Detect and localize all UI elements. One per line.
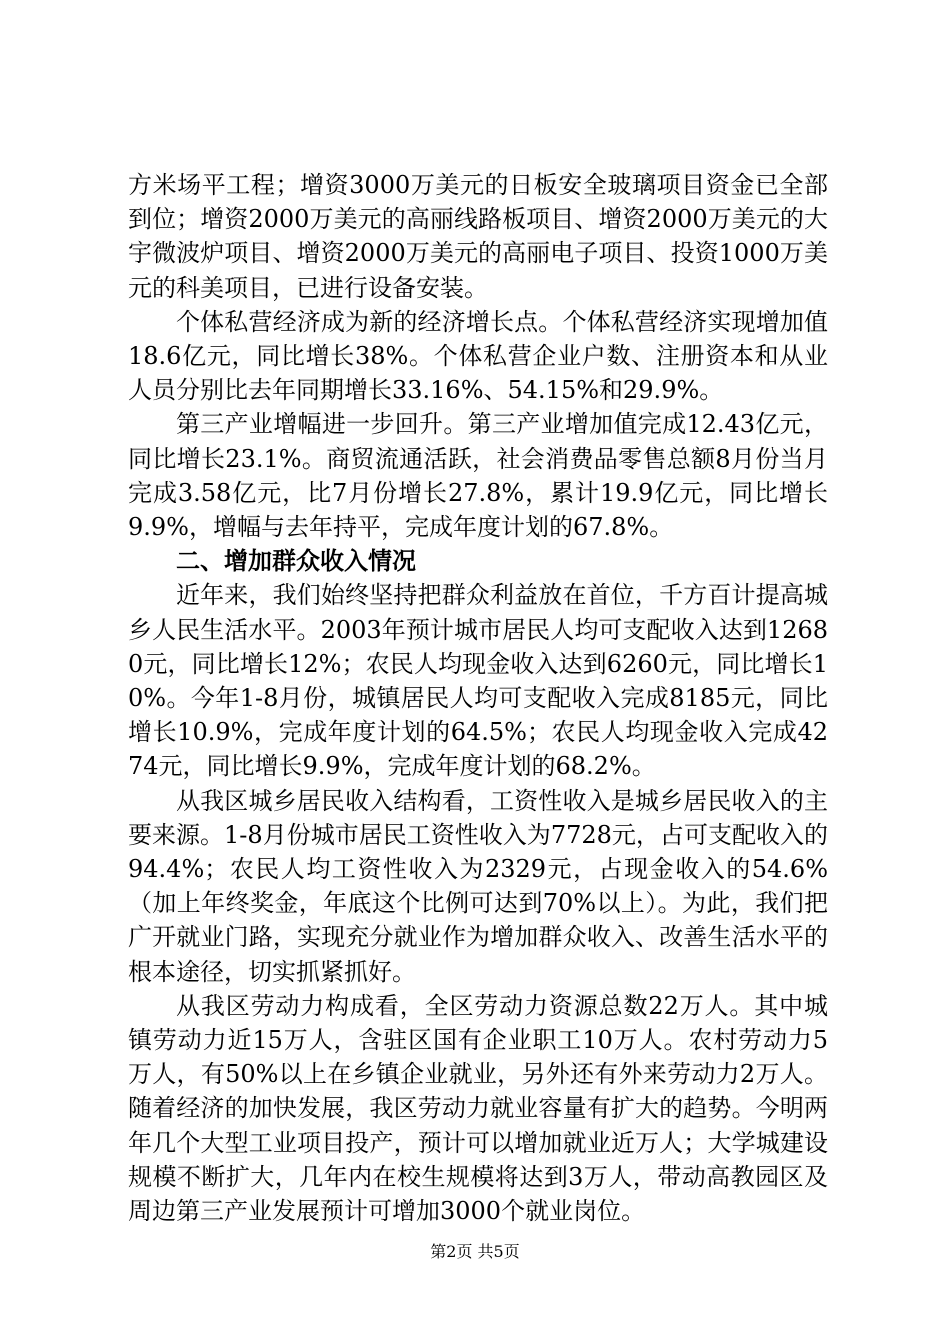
document-body xyxy=(128,168,828,1228)
paragraph-continuation: 方米场平工程；增资3000万美元的日板安全玻璃项目资金已全部到位；增资2000万美元的高丽线路板项目、增资2000万美元的大宇微波炉项目、增资2000万美元的高丽电子项目、投资1000万美元的科美项目，已进行设备安装。 xyxy=(128,171,828,302)
paragraph-private-economy: 个体私营经济成为新的经济增长点。个体私营经济实现增加值18.6亿元，同比增长38%。个体私营企业户数、注册资本和从业人员分别比去年同期增长33.16%、54.15%和29.9%。 xyxy=(128,307,828,405)
paragraph-tertiary-industry: 第三产业增幅进一步回升。第三产业增加值完成12.43亿元，同比增长23.1%。商贸流通活跃，社会消费品零售总额8月份当月完成3.58亿元，比7月份增长27.8%，累计19.9亿元，同比增长9.9%，增幅与去年持平，完成年度计划的67.8%。 xyxy=(128,410,828,542)
section-heading: 二、增加群众收入情况 xyxy=(176,547,416,576)
paragraph-labor-force: 从我区劳动力构成看，全区劳动力资源总数22万人。其中城镇劳动力近15万人，含驻区国有企业职工10万人。农村劳动力5万人，有50%以上在乡镇企业就业，另外还有外来劳动力2万人。随着经济的加快发展，我区劳动力就业容量有扩大的趋势。今明两年几个大型工业项目投产，预计可以增加就业近万人；大学城建设规模不断扩大，几年内在校生规模将达到3万人，带动高教园区及周边第三产业发展预计可增加3000个就业岗位。 xyxy=(128,991,828,1226)
paragraph-income-structure: 从我区城乡居民收入结构看，工资性收入是城乡居民收入的主要来源。1-8月份城市居民工资性收入为7728元，占可支配收入的94.4%；农民人均工资性收入为2329元，占现金收入的54.6%（加上年终奖金，年底这个比例可达到70%以上）。为此，我们把广开就业门路，实现充分就业作为增加群众收入、改善生活水平的根本途径，切实抓紧抓好。 xyxy=(128,786,828,986)
page-footer: 第2页 共5页 xyxy=(430,1242,520,1261)
paragraph-income-overview: 近年来，我们始终坚持把群众利益放在首位，千方百计提高城乡人民生活水平。2003年预计城市居民人均可支配收入达到12680元，同比增长12%；农民人均现金收入达到6260元，同比增长10%。今年1-8月份，城镇居民人均可支配收入完成8185元，同比增长10.9%，完成年度计划的64.5%；农民人均现金收入完成4274元，同比增长9.9%，完成年度计划的68.2%。 xyxy=(128,581,828,781)
